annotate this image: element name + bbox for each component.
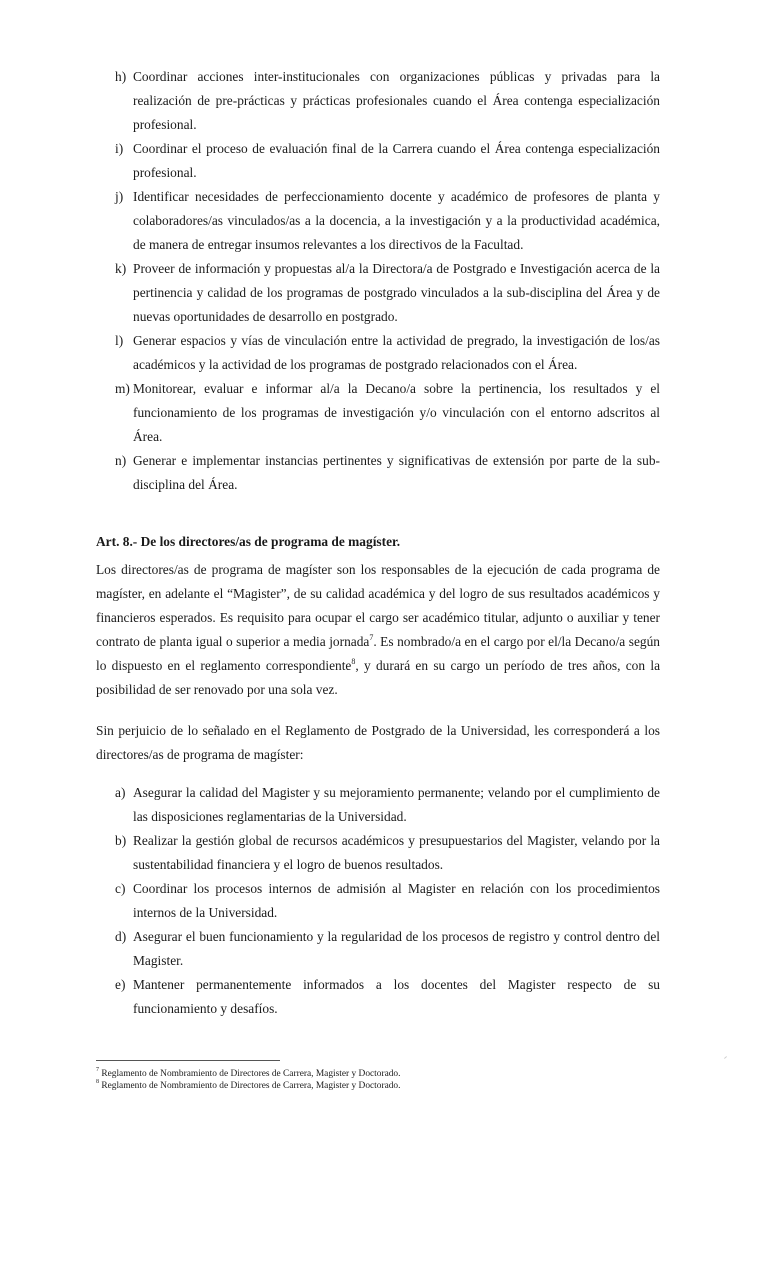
area-responsibilities-list (115, 65, 660, 497)
list-marker: a) (115, 785, 126, 800)
list-marker: k) (115, 261, 127, 276)
list-item (115, 449, 660, 497)
paragraph-text: . Es nombrado/a en el cargo por el/la Decano/a según lo dispuesto en el reglamento correspondiente (96, 634, 660, 673)
intro-paragraph: Sin perjuicio de lo señalado en el Reglamento de Postgrado de la Universidad, les corresponderá a los directores/as de programa de magíster: (96, 723, 660, 762)
list-item-text: Realizar la gestión global de recursos académicos y presupuestarios del Magister, velando por la sustentabilidad financiera y el logro de buenos resultados. (133, 833, 660, 872)
footnote-text: Reglamento de Nombramiento de Directores de Carrera, Magister y Doctorado. (101, 1081, 401, 1091)
list-item-text: Asegurar el buen funcionamiento y la regularidad de los procesos de registro y control dentro del Magister. (133, 929, 660, 968)
list-item (115, 829, 660, 877)
footnote-reference: 7 (369, 632, 374, 642)
paragraph-text: , y durará en su cargo un período de tres años, con la posibilidad de ser renovado por una sola vez. (96, 658, 661, 697)
list-marker: b) (115, 833, 127, 848)
footnote-number: 7 (96, 1066, 99, 1073)
list-item-text: Generar espacios y vías de vinculación entre la actividad de pregrado, la investigación de los/as académicos y la actividad de los programas de postgrado relacionados con el Área. (133, 333, 660, 372)
list-item-text: Coordinar los procesos internos de admisión al Magister en relación con los procedimientos internos de la Universidad. (133, 881, 660, 920)
list-item (115, 781, 660, 829)
scan-speck (724, 1056, 727, 1059)
list-item (115, 329, 660, 377)
list-marker: e) (115, 977, 126, 992)
footnote-reference: 8 (351, 656, 356, 666)
paragraph-text: Los directores/as de programa de magíster son los responsables de la ejecución de cada programa de magíster, en adelante el “Magister”, de su calidad académica y del logro de sus resultados académicos y financieros esperados. Es requisito para ocupar el cargo ser académico titular, adjunto o auxiliar y tener contrato de planta igual o superior a media jornada (96, 562, 660, 649)
list-marker: d) (115, 929, 127, 944)
footnote (96, 1080, 656, 1092)
footnotes (96, 1068, 656, 1092)
footnote-number: 8 (96, 1078, 99, 1085)
list-item-text: Proveer de información y propuestas al/a la Directora/a de Postgrado e Investigación acerca de la pertinencia y calidad de los programas de postgrado vinculados a la sub-disciplina del Área y de nuevas oportunidades de desarrollo en postgrado. (133, 261, 660, 324)
article-heading: Art. 8.- De los directores/as de programa de magíster. (96, 534, 401, 549)
list-item-text: Mantener permanentemente informados a los docentes del Magister respecto de su funcionamiento y desafíos. (133, 977, 660, 1016)
list-marker: n) (115, 453, 127, 468)
list-item (115, 257, 660, 329)
footnote-divider (96, 1060, 280, 1061)
list-marker: h) (115, 69, 127, 84)
list-item (115, 65, 660, 137)
list-marker: l) (115, 333, 124, 348)
list-marker: m) (115, 381, 130, 396)
magister-responsibilities-list (115, 781, 660, 1021)
list-item-text: Generar e implementar instancias pertinentes y significativas de extensión por parte de la sub-disciplina del Área. (133, 453, 660, 492)
footnote-text: Reglamento de Nombramiento de Directores de Carrera, Magister y Doctorado. (101, 1069, 401, 1079)
list-item (115, 877, 660, 925)
list-item (115, 973, 660, 1021)
list-item-text: Asegurar la calidad del Magister y su mejoramiento permanente; velando por el cumplimiento de las disposiciones reglamentarias de la Universidad. (133, 785, 660, 824)
list-item-text: Monitorear, evaluar e informar al/a la Decano/a sobre la pertinencia, los resultados y el funcionamiento de los programas de investigación y/o vinculación con el entorno adscritos al Área. (133, 381, 660, 444)
list-item (115, 185, 660, 257)
article-paragraph (96, 558, 660, 702)
list-item-text: Coordinar acciones inter-institucionales con organizaciones públicas y privadas para la realización de pre-prácticas y prácticas profesionales cuando el Área contenga especialización profesional. (133, 69, 660, 132)
footnote (96, 1068, 656, 1080)
list-marker: c) (115, 881, 126, 896)
list-item (115, 137, 660, 185)
list-item-text: Coordinar el proceso de evaluación final de la Carrera cuando el Área contenga especialización profesional. (133, 141, 660, 180)
list-item-text: Identificar necesidades de perfeccionamiento docente y académico de profesores de planta y colaboradores/as vinculados/as a la docencia, a la investigación y a la productividad académica, de manera de entregar insumos relevantes a los directivos de la Facultad. (133, 189, 660, 252)
list-item (115, 377, 660, 449)
list-marker: i) (115, 141, 124, 156)
list-item (115, 925, 660, 973)
list-marker: j) (115, 189, 124, 204)
